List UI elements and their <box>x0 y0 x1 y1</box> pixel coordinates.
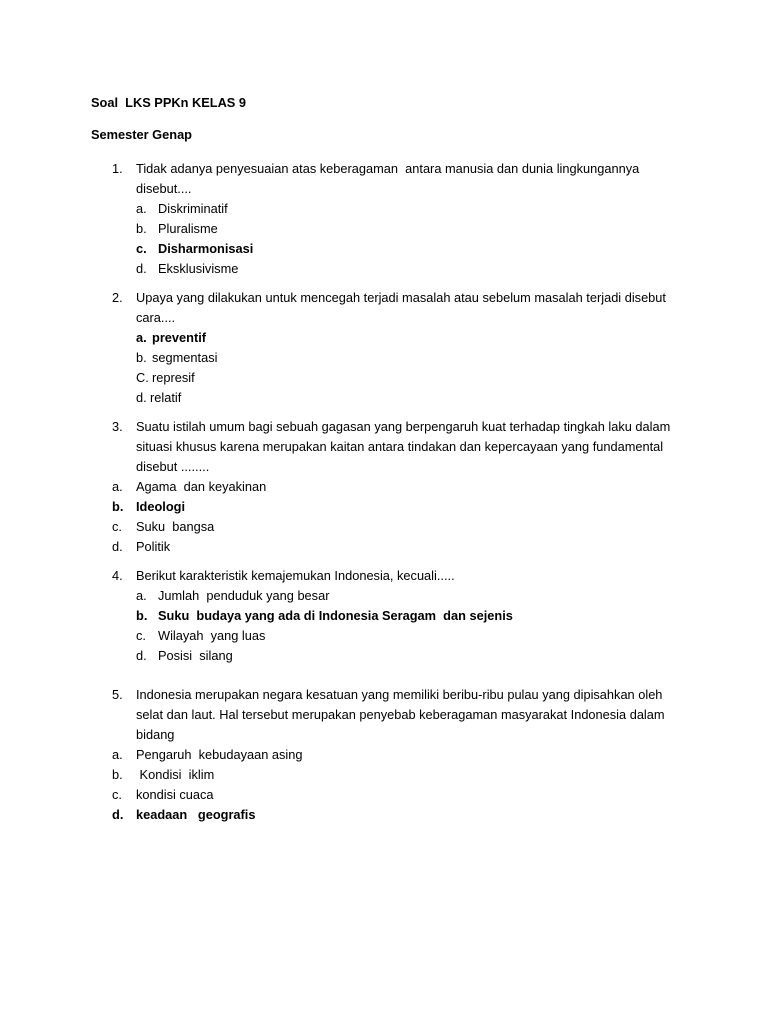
question-text-line: Berikut karakteristik kemajemukan Indonesia, kecuali..... <box>136 568 455 583</box>
option-text-answer: Ideologi <box>136 499 186 514</box>
document-title: Soal LKS PPKn KELAS 9 <box>91 95 247 110</box>
question-text-line: disebut ........ <box>136 459 210 474</box>
option-letter-answer: a. <box>136 330 147 345</box>
question-text-line: Upaya yang dilakukan untuk mencegah terjadi masalah atau sebelum masalah terjadi disebut <box>136 290 666 305</box>
option-letter-answer: d. <box>112 807 124 822</box>
question-text-line: Suatu istilah umum bagi sebuah gagasan yang berpengaruh kuat terhadap tingkah laku dalam <box>136 419 671 434</box>
question-text-line: situasi khusus karena merupakan kaitan antara tindakan dan kepercayaan yang fundamental <box>136 439 664 454</box>
option-letter-answer: c. <box>136 241 147 256</box>
question-number: 1. <box>112 161 123 176</box>
option-letter: a. <box>136 588 147 603</box>
option-letter-answer: b. <box>112 499 124 514</box>
option-text: Eksklusivisme <box>158 261 239 276</box>
option-letter: a. <box>112 479 123 494</box>
option-letter: b. <box>136 350 147 365</box>
option-letter: C. <box>136 370 149 385</box>
question-text-line: Indonesia merupakan negara kesatuan yang memiliki beribu-ribu pulau yang dipisahkan oleh <box>136 687 663 702</box>
option-letter: d. <box>136 261 147 276</box>
option-text: Wilayah yang luas <box>158 628 266 643</box>
option-text: kondisi cuaca <box>136 787 214 802</box>
option-letter: d. <box>112 539 123 554</box>
question-number: 5. <box>112 687 123 702</box>
option-letter: c. <box>136 628 146 643</box>
question-text-line: cara.... <box>136 310 176 325</box>
option-letter: b. <box>136 221 147 236</box>
option-text: Jumlah penduduk yang besar <box>158 588 330 603</box>
question-text-line: Tidak adanya penyesuaian atas keberagaman antara manusia dan dunia lingkungannya <box>136 161 640 176</box>
question-number: 2. <box>112 290 123 305</box>
option-text: Politik <box>136 539 171 554</box>
question-number: 3. <box>112 419 123 434</box>
option-text: represif <box>152 370 195 385</box>
option-letter: d. <box>136 390 147 405</box>
option-letter: b. <box>112 767 123 782</box>
option-text-answer: Suku budaya yang ada di Indonesia Seragam dan sejenis <box>158 608 513 623</box>
question-text-line: disebut.... <box>136 181 192 196</box>
option-text: relatif <box>150 390 182 405</box>
option-letter: a. <box>136 201 147 216</box>
document-subtitle: Semester Genap <box>91 127 193 142</box>
question-number: 4. <box>112 568 123 583</box>
option-letter: c. <box>112 519 122 534</box>
option-text: Suku bangsa <box>136 519 215 534</box>
option-text: Diskriminatif <box>158 201 228 216</box>
option-text-answer: Disharmonisasi <box>158 241 254 256</box>
option-text-answer: keadaan geografis <box>136 807 256 822</box>
question-text-line: selat dan laut. Hal tersebut merupakan penyebab keberagaman masyarakat Indonesia dalam <box>136 707 665 722</box>
option-letter-answer: b. <box>136 608 148 623</box>
question-text-line: bidang <box>136 727 175 742</box>
option-letter: d. <box>136 648 147 663</box>
option-letter: a. <box>112 747 123 762</box>
option-text: Kondisi iklim <box>136 767 215 782</box>
option-text: Posisi silang <box>158 648 233 663</box>
option-text: Pengaruh kebudayaan asing <box>136 747 303 762</box>
option-text-answer: preventif <box>152 330 207 345</box>
option-text: Pluralisme <box>158 221 218 236</box>
option-text: segmentasi <box>152 350 218 365</box>
option-text: Agama dan keyakinan <box>136 479 267 494</box>
option-letter: c. <box>112 787 122 802</box>
